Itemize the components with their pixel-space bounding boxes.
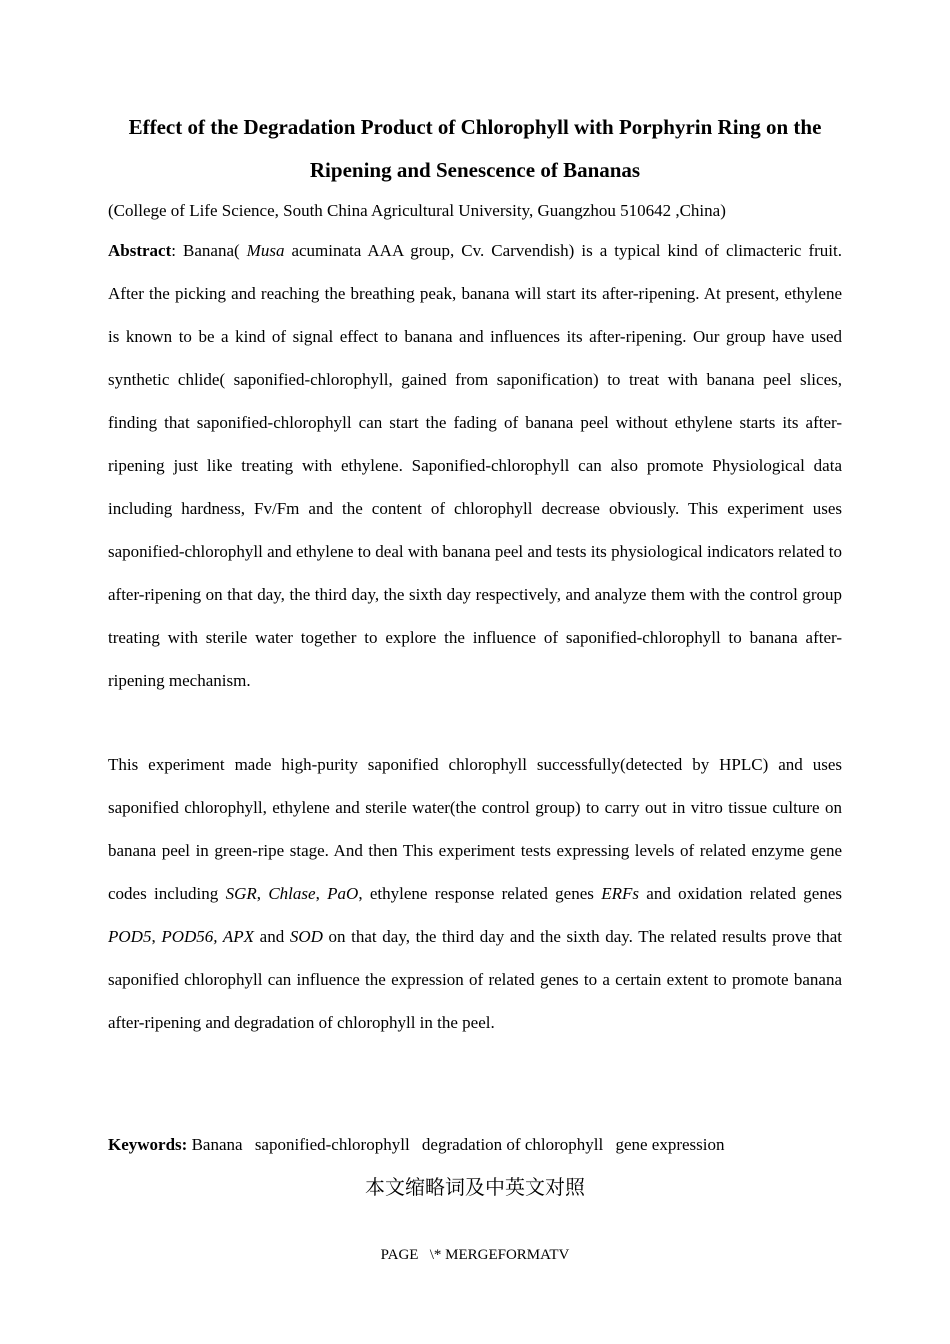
results-text-3: and oxidation related genes bbox=[638, 884, 842, 903]
page-footer-field: PAGE \* MERGEFORMATV bbox=[380, 1247, 570, 1263]
keyword-item: degradation of chlorophyll bbox=[421, 1135, 604, 1154]
keywords-label: Keywords: bbox=[108, 1135, 188, 1154]
gene-pao: PaO bbox=[327, 884, 359, 903]
gene-sod: SOD bbox=[289, 927, 323, 946]
gene-erfs: ERFs bbox=[601, 884, 639, 903]
affiliation: (College of Life Science, South China Agricultural University, Guangzhou 510642 ,China) bbox=[108, 201, 726, 220]
abstract-separator: : bbox=[171, 241, 184, 260]
gene-sgr: SGR bbox=[225, 884, 257, 903]
keyword-item: saponified-chlorophyll bbox=[254, 1135, 410, 1154]
abstract-paragraph bbox=[108, 229, 842, 702]
results-text-1: This experiment made high-purity saponified chlorophyll successfully(detected by HPLC) and uses saponified chlorophyll, ethylene and sterile water(the control group) to carry out in vitro tissue culture on banana peel in green-ripe stage. And then This experiment tests expressing levels of related enzyme gene codes including bbox=[108, 755, 842, 903]
results-text-5: on that day, the third day and the sixth day. The related results prove that saponified chlorophyll can influence the expression of related genes to a certain extent to promote banana after-ripening and degradation of chlorophyll in the peel. bbox=[108, 927, 842, 1032]
results-text-2: , ethylene response related genes bbox=[358, 884, 602, 903]
abstract-label: Abstract bbox=[108, 241, 172, 260]
keyword-item: Banana bbox=[191, 1135, 243, 1154]
species-name-musa: Musa bbox=[246, 241, 285, 260]
abstract-text-1: Banana( bbox=[183, 241, 247, 260]
abbreviations-heading: 本文缩略词及中英文对照 bbox=[365, 1175, 585, 1199]
comma-1: , bbox=[256, 884, 269, 903]
comma-2: , bbox=[315, 884, 328, 903]
keywords-line bbox=[108, 1133, 868, 1157]
gene-pod5: POD5 bbox=[108, 927, 152, 946]
keyword-item: gene expression bbox=[615, 1135, 725, 1154]
gene-pod56-apx: POD56, APX bbox=[161, 927, 255, 946]
results-paragraph bbox=[108, 743, 842, 1044]
gene-chlase: Chlase bbox=[268, 884, 316, 903]
comma-3: , bbox=[151, 927, 162, 946]
abstract-text-2: acuminata AAA group, Cv. Carvendish) is a typical kind of climacteric fruit. After the picking and reaching the breathing peak, banana will start its after-ripening. At present, ethylene is known to be a kind of signal effect to banana and influences its after-ripening. Our group have used synthetic chlide( saponified-chlorophyll, gained from saponification) to treat with banana peel slices, finding that saponified-chlorophyll can start the fading of banana peel without ethylene starts its after-ripening just like treating with ethylene. Saponified-chlorophyll can also promote Physiological data including hardness, Fv/Fm and the content of chlorophyll decrease obviously. This experiment uses saponified-chlorophyll and ethylene to deal with banana peel and tests its physiological indicators related to after-ripening on that day, the third day, the sixth day respectively, and analyze them with the control group treating with sterile water together to explore the influence of saponified-chlorophyll to banana after-ripening mechanism. bbox=[108, 241, 842, 690]
results-text-4: and bbox=[254, 927, 290, 946]
paper-title: Effect of the Degradation Product of Chlorophyll with Porphyrin Ring on the Ripening and Senescence of Bananas bbox=[128, 115, 822, 182]
